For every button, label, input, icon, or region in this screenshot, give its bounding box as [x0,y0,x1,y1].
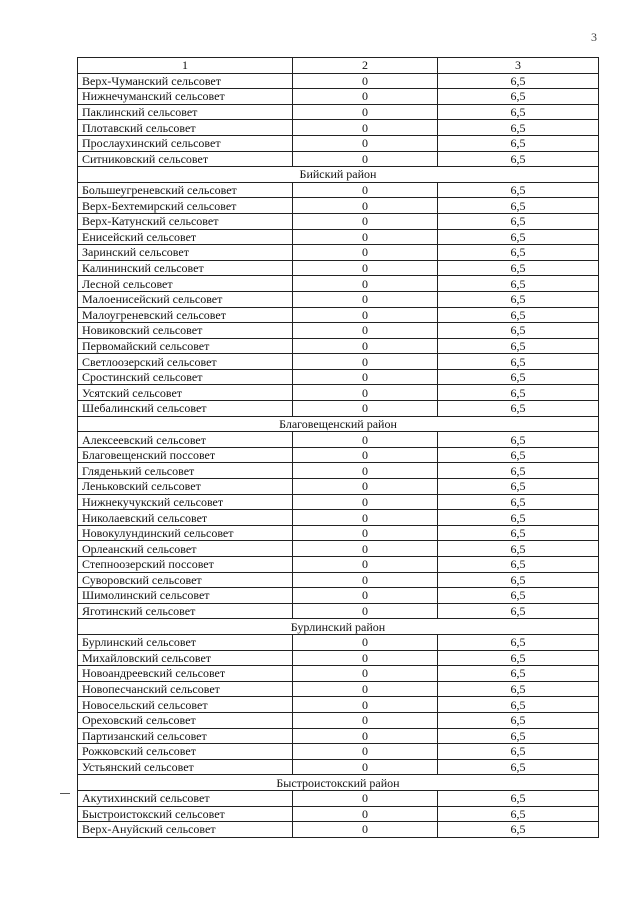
settlement-name: Паклинский сельсовет [78,104,293,120]
value-col-2: 0 [293,557,438,573]
value-col-2: 0 [293,104,438,120]
value-col-3: 6,5 [438,650,599,666]
table-row [78,557,599,573]
value-col-3: 6,5 [438,354,599,370]
value-col-3: 6,5 [438,463,599,479]
value-col-3: 6,5 [438,260,599,276]
settlement-name: Алексеевский сельсовет [78,432,293,448]
value-col-2: 0 [293,806,438,822]
value-col-2: 0 [293,291,438,307]
value-col-2: 0 [293,432,438,448]
settlement-name: Лесной сельсовет [78,276,293,292]
table-row [78,245,599,261]
value-col-2: 0 [293,135,438,151]
value-col-3: 6,5 [438,135,599,151]
district-name: Бурлинский район [78,619,599,635]
value-col-3: 6,5 [438,338,599,354]
settlement-name: Новокулундинский сельсовет [78,525,293,541]
value-col-2: 0 [293,213,438,229]
value-col-2: 0 [293,712,438,728]
value-col-2: 0 [293,151,438,167]
value-col-2: 0 [293,603,438,619]
table-row [78,806,599,822]
district-row [78,167,599,183]
value-col-3: 6,5 [438,276,599,292]
value-col-2: 0 [293,525,438,541]
value-col-3: 6,5 [438,213,599,229]
value-col-3: 6,5 [438,198,599,214]
table-row [78,759,599,775]
value-col-3: 6,5 [438,510,599,526]
value-col-2: 0 [293,479,438,495]
value-col-3: 6,5 [438,104,599,120]
value-col-2: 0 [293,338,438,354]
value-col-2: 0 [293,229,438,245]
value-col-2: 0 [293,245,438,261]
value-col-3: 6,5 [438,603,599,619]
value-col-2: 0 [293,447,438,463]
table-row [78,338,599,354]
settlement-name: Калининский сельсовет [78,260,293,276]
table-row [78,525,599,541]
value-col-3: 6,5 [438,73,599,89]
value-col-3: 6,5 [438,557,599,573]
value-col-2: 0 [293,666,438,682]
table-row [78,447,599,463]
value-col-2: 0 [293,697,438,713]
value-col-2: 0 [293,354,438,370]
value-col-2: 0 [293,120,438,136]
settlement-name: Суворовский сельсовет [78,572,293,588]
table-row [78,323,599,339]
settlement-name: Быстроистокский сельсовет [78,806,293,822]
table-row [78,89,599,105]
value-col-3: 6,5 [438,572,599,588]
table-body [78,58,599,838]
district-name: Благовещенский район [78,416,599,432]
table-row [78,712,599,728]
value-col-3: 6,5 [438,541,599,557]
value-col-2: 0 [293,744,438,760]
table-row [78,73,599,89]
settlement-name: Нижнечуманский сельсовет [78,89,293,105]
settlement-name: Партизанский сельсовет [78,728,293,744]
value-col-3: 6,5 [438,588,599,604]
table-row [78,697,599,713]
table-row [78,588,599,604]
value-col-3: 6,5 [438,323,599,339]
district-name: Бийский район [78,167,599,183]
table-row [78,401,599,417]
settlement-name: Шимолинский сельсовет [78,588,293,604]
table-row [78,432,599,448]
settlement-name: Усятский сельсовет [78,385,293,401]
value-col-2: 0 [293,182,438,198]
settlement-name: Енисейский сельсовет [78,229,293,245]
value-col-3: 6,5 [438,151,599,167]
settlement-name: Ситниковский сельсовет [78,151,293,167]
value-col-3: 6,5 [438,822,599,838]
value-col-2: 0 [293,198,438,214]
table-row [78,385,599,401]
table-row [78,463,599,479]
table-row [78,822,599,838]
table-row [78,120,599,136]
value-col-3: 6,5 [438,634,599,650]
value-col-3: 6,5 [438,229,599,245]
value-col-2: 0 [293,323,438,339]
settlement-name: Сростинский сельсовет [78,369,293,385]
settlement-name: Шебалинский сельсовет [78,401,293,417]
settlement-name: Рожковский сельсовет [78,744,293,760]
value-col-3: 6,5 [438,712,599,728]
table-row [78,229,599,245]
table-row [78,744,599,760]
settlement-name: Верх-Ануйский сельсовет [78,822,293,838]
table-row [78,681,599,697]
table-row [78,603,599,619]
settlement-name: Леньковский сельсовет [78,479,293,495]
district-row [78,619,599,635]
value-col-3: 6,5 [438,479,599,495]
settlement-name: Устьянский сельсовет [78,759,293,775]
value-col-2: 0 [293,822,438,838]
value-col-2: 0 [293,463,438,479]
value-col-3: 6,5 [438,806,599,822]
settlement-name: Акутихинский сельсовет [78,790,293,806]
value-col-2: 0 [293,276,438,292]
value-col-3: 6,5 [438,291,599,307]
value-col-3: 6,5 [438,385,599,401]
table-row [78,135,599,151]
table-row [78,541,599,557]
settlement-name: Новосельский сельсовет [78,697,293,713]
table-row [78,198,599,214]
value-col-2: 0 [293,369,438,385]
table-row [78,650,599,666]
district-row [78,416,599,432]
settlement-name: Орлеанский сельсовет [78,541,293,557]
settlement-name: Новиковский сельсовет [78,323,293,339]
table-row [78,510,599,526]
value-col-3: 6,5 [438,790,599,806]
table-row [78,354,599,370]
table-row [78,276,599,292]
column-header-1: 1 [78,58,293,74]
table-row [78,369,599,385]
settlement-name: Большеугреневский сельсовет [78,182,293,198]
table-row [78,494,599,510]
table-row [78,104,599,120]
value-col-3: 6,5 [438,494,599,510]
table-header-row [78,58,599,74]
settlement-name: Бурлинский сельсовет [78,634,293,650]
value-col-3: 6,5 [438,307,599,323]
table-row [78,479,599,495]
value-col-2: 0 [293,260,438,276]
table-row [78,728,599,744]
value-col-2: 0 [293,494,438,510]
rates-table [77,57,599,838]
value-col-2: 0 [293,385,438,401]
settlement-name: Плотавский сельсовет [78,120,293,136]
value-col-3: 6,5 [438,666,599,682]
value-col-2: 0 [293,541,438,557]
value-col-2: 0 [293,681,438,697]
settlement-name: Заринский сельсовет [78,245,293,261]
value-col-3: 6,5 [438,182,599,198]
settlement-name: Нижнекучукский сельсовет [78,494,293,510]
value-col-2: 0 [293,401,438,417]
settlement-name: Малоенисейский сельсовет [78,291,293,307]
value-col-3: 6,5 [438,681,599,697]
margin-mark [60,793,70,794]
value-col-3: 6,5 [438,697,599,713]
settlement-name: Верх-Чуманский сельсовет [78,73,293,89]
settlement-name: Верх-Бехтемирский сельсовет [78,198,293,214]
value-col-2: 0 [293,510,438,526]
value-col-2: 0 [293,307,438,323]
value-col-2: 0 [293,650,438,666]
value-col-2: 0 [293,728,438,744]
value-col-3: 6,5 [438,120,599,136]
table-row [78,666,599,682]
table-row [78,151,599,167]
settlement-name: Гляденький сельсовет [78,463,293,479]
table-row [78,260,599,276]
table-row [78,307,599,323]
settlement-name: Светлоозерский сельсовет [78,354,293,370]
table-row [78,213,599,229]
settlement-name: Степноозерский поссовет [78,557,293,573]
value-col-3: 6,5 [438,89,599,105]
settlement-name: Верх-Катунский сельсовет [78,213,293,229]
settlement-name: Благовещенский поссовет [78,447,293,463]
settlement-name: Первомайский сельсовет [78,338,293,354]
value-col-3: 6,5 [438,728,599,744]
value-col-3: 6,5 [438,759,599,775]
table-row [78,182,599,198]
value-col-3: 6,5 [438,369,599,385]
district-name: Быстроистокский район [78,775,599,791]
value-col-3: 6,5 [438,245,599,261]
value-col-3: 6,5 [438,525,599,541]
value-col-2: 0 [293,634,438,650]
settlement-name: Прослаухинский сельсовет [78,135,293,151]
value-col-2: 0 [293,588,438,604]
value-col-3: 6,5 [438,401,599,417]
value-col-3: 6,5 [438,744,599,760]
settlement-name: Яготинский сельсовет [78,603,293,619]
settlement-name: Николаевский сельсовет [78,510,293,526]
table-row [78,572,599,588]
value-col-2: 0 [293,790,438,806]
table-row [78,790,599,806]
settlement-name: Ореховский сельсовет [78,712,293,728]
value-col-3: 6,5 [438,447,599,463]
value-col-2: 0 [293,572,438,588]
settlement-name: Новопесчанский сельсовет [78,681,293,697]
settlement-name: Новоандреевский сельсовет [78,666,293,682]
value-col-3: 6,5 [438,432,599,448]
district-row [78,775,599,791]
settlement-name: Михайловский сельсовет [78,650,293,666]
value-col-2: 0 [293,89,438,105]
value-col-2: 0 [293,759,438,775]
table-row [78,634,599,650]
value-col-2: 0 [293,73,438,89]
column-header-2: 2 [293,58,438,74]
settlement-name: Малоугреневский сельсовет [78,307,293,323]
table-row [78,291,599,307]
page-number: 3 [591,30,597,44]
column-header-3: 3 [438,58,599,74]
